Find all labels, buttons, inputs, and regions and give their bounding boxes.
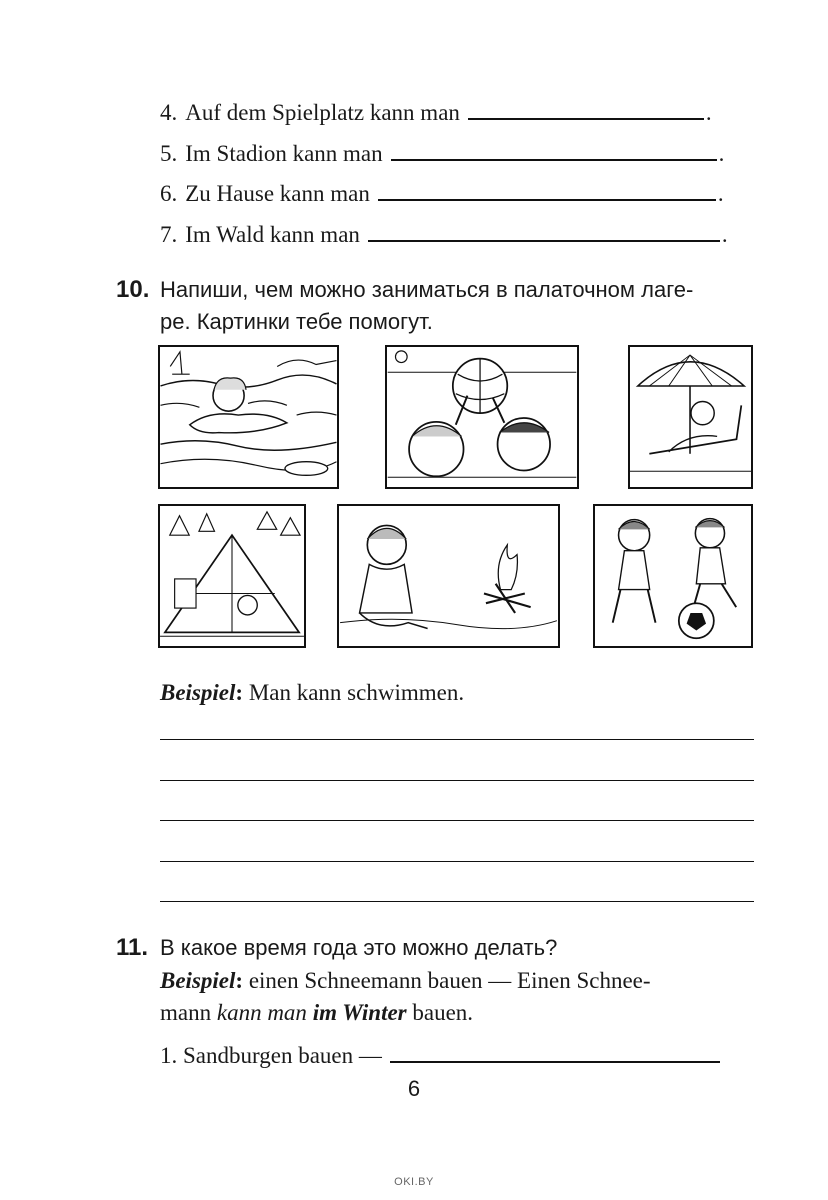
picture-tent <box>158 504 306 648</box>
item-text: Im Stadion kann man <box>185 141 383 166</box>
example-line2-start: mann <box>160 1000 217 1025</box>
item-period: . <box>721 222 728 247</box>
item-number: 7. <box>160 222 178 247</box>
item-period: . <box>717 181 724 206</box>
picture-campfire <box>337 504 560 648</box>
watermark: OKI.BY <box>394 1176 434 1188</box>
example-label: Beispiel <box>160 968 236 993</box>
answer-blank[interactable] <box>468 117 704 120</box>
exercise11-example-line1 <box>160 968 651 994</box>
answer-line-5[interactable] <box>160 901 754 902</box>
page-number: 6 <box>407 1076 421 1101</box>
beach-ball-scene-icon <box>387 347 577 487</box>
answer-blank[interactable] <box>391 158 717 161</box>
exercise10-example <box>160 680 464 706</box>
example-label: Beispiel <box>160 680 236 705</box>
exercise11-number: 11. <box>116 934 149 961</box>
answer-line-1[interactable] <box>160 739 754 740</box>
item-period: . <box>705 100 712 125</box>
example-colon: : <box>235 680 244 705</box>
item-number: 5. <box>160 141 178 166</box>
exercise11-item-1 <box>160 1043 720 1069</box>
item-number: 6. <box>160 181 178 206</box>
item-text: Zu Hause kann man <box>185 181 370 206</box>
exercise9-item-7 <box>160 222 728 248</box>
exercise9-item-5 <box>160 141 724 167</box>
exercise10-number: 10. <box>116 276 150 303</box>
exercise11-example-line2 <box>160 1000 473 1026</box>
item-text: 1. Sandburgen bauen — <box>160 1043 382 1068</box>
picture-swimming <box>158 345 339 489</box>
football-scene-icon <box>595 506 751 646</box>
answer-line-2[interactable] <box>160 780 754 781</box>
item-number: 4. <box>160 100 178 125</box>
picture-sunbathing <box>628 345 753 489</box>
answer-line-3[interactable] <box>160 820 754 821</box>
example-italic-phrase: kann man <box>216 1000 307 1025</box>
exercise9-item-4 <box>160 100 712 126</box>
campfire-scene-icon <box>339 506 558 646</box>
tent-scene-icon <box>160 506 304 646</box>
answer-line-4[interactable] <box>160 861 754 862</box>
sunbathing-scene-icon <box>630 347 751 487</box>
item-text: Im Wald kann man <box>185 222 360 247</box>
example-text: Man kann schwimmen. <box>243 680 465 705</box>
swimming-scene-icon <box>160 347 337 487</box>
answer-blank[interactable] <box>378 198 716 201</box>
picture-beach-ball <box>385 345 579 489</box>
item-period: . <box>718 141 725 166</box>
exercise9-item-6 <box>160 181 724 207</box>
example-line2-end: bauen. <box>406 1000 474 1025</box>
exercise10-instruction-line2: ре. Картинки тебе помогут. <box>160 309 433 334</box>
example-line1-text: einen Schneemann bauen — Einen Schnee- <box>243 968 651 993</box>
example-bold-phrase: im Winter <box>312 1000 407 1025</box>
exercise10-instruction-line1: Напиши, чем можно заниматься в палаточном лаге- <box>160 277 694 302</box>
answer-blank[interactable] <box>390 1060 720 1063</box>
item-text: Auf dem Spielplatz kann man <box>185 100 460 125</box>
exercise11-instruction: В какое время года это можно делать? <box>160 935 558 960</box>
example-colon: : <box>235 968 244 993</box>
picture-football <box>593 504 753 648</box>
answer-blank[interactable] <box>368 239 720 242</box>
